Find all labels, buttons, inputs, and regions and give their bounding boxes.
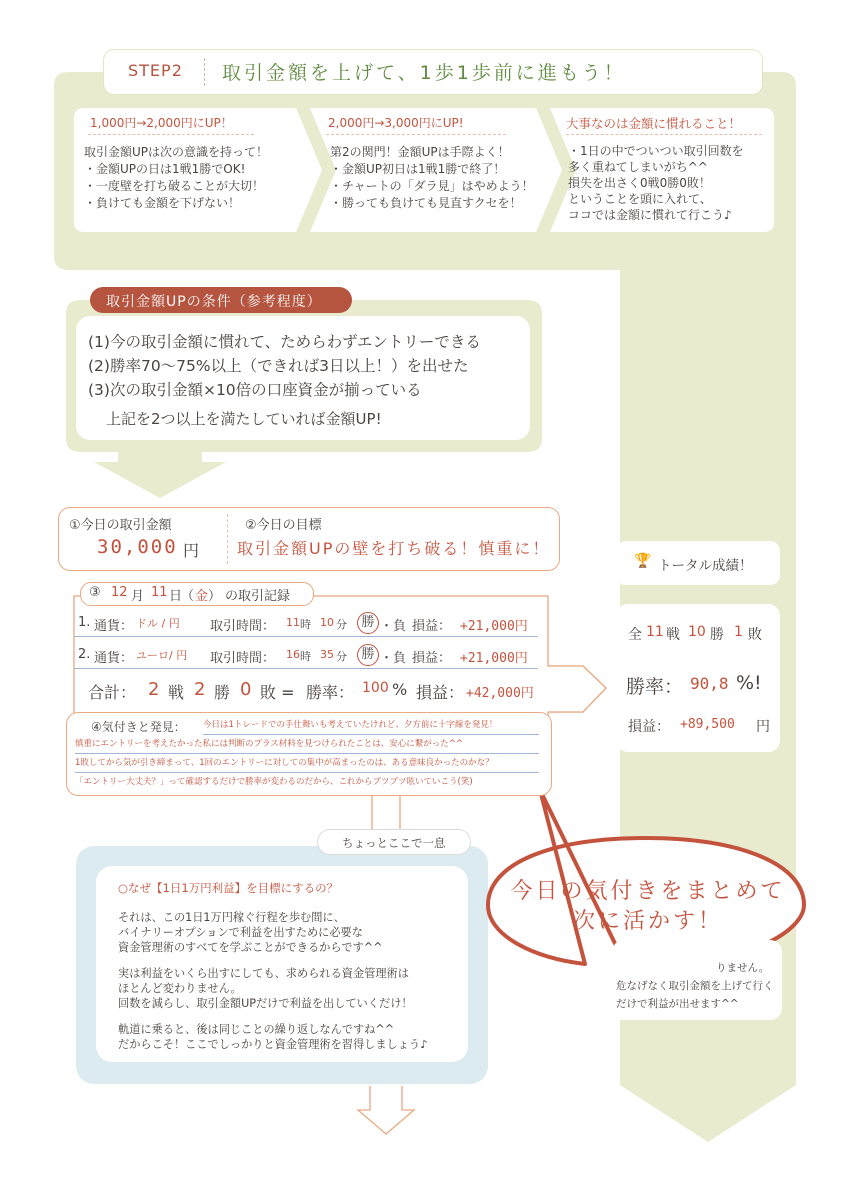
ts-wins: 10 (688, 624, 706, 640)
row-win-circle: 勝 (357, 612, 379, 634)
total-wins: 2 (194, 679, 206, 700)
step3-line: 多く重ねてしまいがち^^ (568, 160, 708, 174)
total-wins-unit: 勝 (214, 683, 231, 702)
total-score-label-box (616, 541, 780, 585)
notes-line: 「エントリー大丈夫？」って確認するだけで勝率が変わるのだから、これからブツブツ呟いていこう(笑) (75, 777, 473, 787)
row-hour: 16 (286, 648, 300, 661)
record-total (74, 674, 554, 708)
today-goal-value: 取引金額UPの壁を打ち破る！慎重に！ (237, 539, 551, 558)
total-losses: 0 (240, 679, 252, 700)
today-amount-unit: 円 (183, 541, 200, 560)
break-line: 実は利益をいくら出すにしても、求められる資金管理術は (118, 967, 409, 980)
notes-rule (75, 772, 539, 773)
step2-line: ・勝っても負けても見直すクセを！ (330, 196, 522, 210)
bottom-arrow (358, 1086, 414, 1134)
side-note-card (612, 940, 782, 1020)
step1-line: 取引金額UPは次の意識を持って！ (84, 145, 269, 159)
today-amount-label: ①今日の取引金額 (69, 518, 172, 533)
ts-pl: +89,500 (680, 717, 735, 732)
break-line: 資金管理術のすべてを学ぶことができるからです^^ (118, 941, 383, 954)
ts-rate-label: 勝率： (626, 676, 684, 698)
header-bar (104, 50, 762, 94)
ts-battles: 11 (646, 624, 664, 640)
notes-line: 今日は1トレードでの手仕舞いも考えていたけれど、夕方前に十字線を発見！ (203, 720, 498, 730)
ts-battles-unit: 戦 (666, 627, 680, 643)
step3-rule (566, 134, 762, 135)
step2-rule (326, 134, 506, 135)
row-currency: ドル / 円 (136, 617, 180, 630)
break-line: 回数を減らし、取引金額UPだけで利益を出していくだけ！ (118, 997, 413, 1010)
row-minute-unit: 分 (336, 650, 347, 663)
total-score-label: トータル成績！ (658, 558, 753, 574)
row-pl: +21,000円 (460, 619, 528, 634)
record-weekday: 金 (195, 589, 209, 604)
header-title: 取引金額を上げて、1歩1歩前に進もう！ (222, 62, 626, 84)
row-minute-unit: 分 (336, 618, 347, 631)
step3-line: ということを頭に入れて、 (568, 192, 712, 206)
record-month: 12 (111, 585, 128, 600)
condition-item: (3)次の取引金額×10倍の口座資金が揃っている (88, 381, 422, 399)
ts-wins-unit: 勝 (710, 627, 724, 643)
notes-rule (75, 753, 539, 754)
break-line: それは、この1日1万円稼ぐ行程を歩む間に、 (118, 911, 345, 924)
notes-label: ④気付きと発見： (91, 720, 186, 734)
today-goal-label: ②今日の目標 (245, 518, 322, 533)
ts-rate: 90,8 (690, 674, 729, 693)
row-time-label: 取引時間： (210, 651, 276, 666)
record-month-unit: 月 (131, 589, 145, 604)
trophy-icon: 🏆 (634, 553, 652, 569)
conditions-summary: 上記を2つ以上を満たしていれば金額UP! (106, 410, 382, 428)
speech-line: 今日の気付きをまとめて (510, 879, 786, 904)
step2-line: 第2の関門！金額UPは手際よく！ (330, 145, 510, 159)
record-num: ③ (89, 585, 101, 600)
record-day: 11 (151, 585, 168, 600)
row-rule (74, 636, 538, 637)
ts-losses: 1 (734, 624, 743, 640)
step1-line: ・金額UPの日は1戦1勝でOK! (84, 162, 246, 176)
row-hour: 11 (286, 616, 300, 629)
step3-line: ココでは金額に慣れて行こう♪ (568, 208, 732, 222)
step3-line: ・1日の中でついつい取引回数を (568, 144, 744, 158)
record-weekday-open: （ (181, 589, 195, 604)
conditions-card (76, 316, 530, 440)
step2-title: 2,000円→3,000円にUP! (328, 116, 464, 130)
step3-line: 損失を出さく0戦0勝0敗！ (568, 176, 711, 190)
record-suffix: の取引記録 (225, 589, 291, 604)
break-line: だからこそ！ここでしっかりと資金管理術を習得しましょう♪ (118, 1038, 428, 1051)
record-weekday-close: ） (208, 589, 222, 604)
notes-rule (203, 734, 539, 735)
ts-losses-unit: 敗 (748, 627, 762, 643)
step2-line: ・チャートの「ダラ見」はやめよう！ (330, 179, 534, 193)
row-hour-unit: 時 (300, 650, 311, 663)
total-pl: +42,000円 (466, 686, 534, 701)
row-pl: +21,000円 (460, 651, 528, 666)
row-currency-label: 通貨： (94, 619, 134, 634)
break-question: ○なぜ【1日1万円利益】を目標にするの？ (118, 881, 339, 895)
step1-line: ・一度壁を打ち破ることが大切！ (84, 179, 265, 193)
break-card (96, 866, 468, 1062)
step1-line: ・負けても金額を下げない！ (84, 196, 241, 210)
break-label-pill (318, 830, 470, 854)
condition-item: (2)勝率70〜75%以上（できれば3日以上！）を出せた (88, 357, 469, 375)
ts-rate-unit: %! (736, 672, 762, 694)
row-pl-label: 損益： (412, 619, 452, 634)
step3-title: 大事なのは金額に慣れること！ (566, 116, 742, 131)
row-win-circle: 勝 (357, 644, 379, 666)
break-line: バイナリーオプションで利益を出すために必要な (118, 926, 363, 939)
notes-line: 1敗してから気が引き締まって、1回のエントリーに対しての集中が高まったのは、ある意味良かったのかな？ (75, 758, 494, 768)
total-label: 合計： (88, 683, 137, 702)
total-rate-unit: % (392, 680, 408, 699)
total-battles-unit: 戦 (168, 683, 185, 702)
condition-item: (1)今の取引金額に慣れて、ためらわずエントリーできる (88, 333, 481, 351)
total-rate-label: 勝率： (306, 683, 355, 702)
notes-line: 慎重にエントリーを考えたかった私には判断のプラス材料を見つけられたことは、安心に繋がった^^ (75, 739, 463, 749)
break-line: 軌道に乗ると、後は同じことの繰り返しなんですね^^ (118, 1023, 395, 1036)
conditions-label: 取引金額UPの条件（参考程度） (106, 294, 322, 310)
total-losses-unit: 敗 = (260, 683, 295, 702)
total-score-card (616, 604, 780, 752)
row-currency-label: 通貨： (94, 651, 134, 666)
side-note-line: だけで利益が出せます^^ (616, 998, 739, 1010)
step-label: STEP2 (128, 61, 183, 80)
today-amount-value: 30,000 (97, 536, 178, 558)
side-note-line: 危なげなく取引金額を上げて行く (616, 980, 774, 992)
row-minute: 35 (320, 648, 334, 661)
speech-line: 次に活かす！ (572, 909, 723, 934)
row-lose: ・負 (380, 651, 407, 666)
break-label: ちょっとここで一息 (342, 836, 446, 850)
row-currency: ユーロ/ 円 (136, 649, 188, 662)
break-line: ほとんど変わりません。 (118, 982, 242, 995)
down-connector (372, 792, 400, 830)
ts-pl-label: 損益： (628, 719, 670, 735)
step1-rule (88, 134, 254, 135)
header-divider (204, 58, 205, 86)
ts-prefix: 全 (628, 627, 642, 643)
row-hour-unit: 時 (300, 618, 311, 631)
row-no: 1. (78, 615, 91, 630)
record-title (80, 582, 314, 606)
step1-title: 1,000円→2,000円にUP！ (90, 116, 233, 130)
ts-pl-unit: 円 (756, 719, 770, 735)
row-no: 2. (78, 647, 91, 662)
total-pl-label: 損益： (416, 683, 465, 702)
notes-box (66, 712, 552, 796)
row-lose: ・負 (380, 619, 407, 634)
side-note-line: りません。 (716, 962, 770, 974)
total-rate: 100 (362, 680, 389, 696)
today-box (58, 507, 560, 571)
record-day-unit: 日 (169, 589, 183, 604)
total-battles: 2 (148, 679, 160, 700)
row-minute: 10 (320, 616, 334, 629)
conditions-label-pill (90, 287, 352, 313)
row-pl-label: 損益： (412, 651, 452, 666)
today-divider (227, 514, 228, 564)
step2-line: ・金額UP初日は1戦1勝で終了！ (330, 162, 506, 176)
row-rule (74, 668, 538, 669)
row-time-label: 取引時間： (210, 619, 276, 634)
